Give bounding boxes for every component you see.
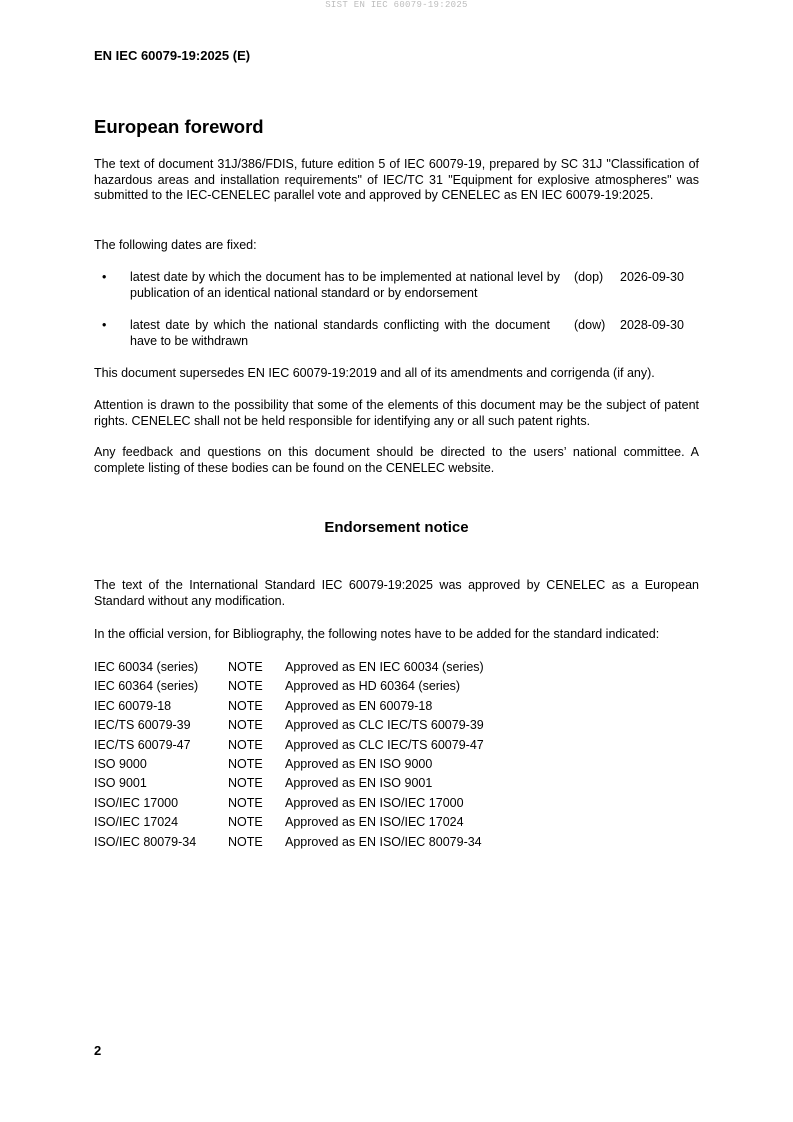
- date-item-text: latest date by which the national standards conflicting with the document have to be withdrawn: [130, 318, 550, 348]
- date-item-date: 2026-09-30: [620, 270, 684, 284]
- note-row: [94, 776, 699, 795]
- note-label: NOTE: [228, 737, 263, 752]
- note-label: NOTE: [228, 679, 263, 694]
- endorsement-title: Endorsement notice: [324, 519, 469, 536]
- note-approval: Approved as EN 60079-18: [285, 698, 433, 713]
- bullet-icon: •: [102, 318, 107, 332]
- note-approval: Approved as EN ISO/IEC 17000: [285, 795, 464, 810]
- note-label: NOTE: [228, 834, 263, 849]
- foreword-intro: The text of document 31J/386/FDIS, future edition 5 of IEC 60079-19, prepared by SC 31J "Classification of hazardous areas and installation requirements" of IEC/TC 31 "Equipment for explosive atmospheres" was submitted to the IEC-CENELEC parallel vote and approved by CENELEC as EN IEC 60079-19:2025.: [94, 157, 699, 202]
- feedback-text: Any feedback and questions on this document should be directed to the users’ national committee. A complete listing of these bodies can be found on the CENELEC website.: [94, 445, 699, 475]
- note-row: [94, 757, 699, 776]
- note-label: NOTE: [228, 660, 263, 674]
- note-standard: ISO/IEC 17024: [94, 815, 179, 830]
- page-number: 2: [94, 1043, 102, 1058]
- patents-text: Attention is drawn to the possibility that some of the elements of this document may be the subject of patent rights. CENELEC shall not be held responsible for identifying any or all such patent rights.: [94, 398, 699, 428]
- endorsement-text: The text of the International Standard IEC 60079-19:2025 was approved by CENELEC as a European Standard without any modification.: [94, 578, 699, 608]
- note-approval: Approved as EN ISO 9000: [285, 756, 433, 771]
- note-row: [94, 738, 699, 757]
- date-item-code: (dop): [574, 270, 604, 284]
- note-label: NOTE: [228, 795, 263, 810]
- note-row: [94, 660, 699, 679]
- dates-intro: The following dates are fixed:: [94, 238, 257, 252]
- bullet-icon: •: [102, 270, 107, 284]
- date-item-code: (dow): [574, 318, 606, 332]
- note-approval: Approved as EN ISO/IEC 17024: [285, 815, 464, 830]
- note-standard: IEC/TS 60079-47: [94, 737, 191, 752]
- supersedes-text: This document supersedes EN IEC 60079-19:2019 and all of its amendments and corrigenda (if any).: [94, 366, 655, 380]
- foreword-title: European foreword: [94, 116, 264, 137]
- note-label: NOTE: [228, 698, 263, 713]
- note-label: NOTE: [228, 718, 263, 733]
- notes-intro: In the official version, for Bibliography, the following notes have to be added for the standard indicated:: [94, 627, 660, 641]
- note-standard: IEC 60364 (series): [94, 679, 199, 694]
- note-standard: IEC 60034 (series): [94, 660, 199, 674]
- watermark: SIST EN IEC 60079-19:2025: [325, 0, 468, 10]
- note-row: [94, 815, 699, 834]
- note-label: NOTE: [228, 815, 263, 830]
- note-standard: IEC/TS 60079-39: [94, 718, 191, 733]
- note-row: [94, 679, 699, 698]
- note-approval: Approved as CLC IEC/TS 60079-47: [285, 737, 484, 752]
- note-standard: ISO/IEC 80079-34: [94, 834, 197, 849]
- note-approval: Approved as EN ISO 9001: [285, 776, 433, 791]
- note-label: NOTE: [228, 756, 263, 771]
- note-standard: ISO/IEC 17000: [94, 795, 179, 810]
- note-standard: IEC 60079-18: [94, 698, 172, 713]
- note-row: [94, 796, 699, 815]
- document-id: EN IEC 60079-19:2025 (E): [94, 48, 251, 63]
- note-row: [94, 699, 699, 718]
- note-standard: ISO 9001: [94, 776, 147, 791]
- date-item-date: 2028-09-30: [620, 318, 684, 332]
- note-row: [94, 718, 699, 737]
- note-approval: Approved as CLC IEC/TS 60079-39: [285, 718, 484, 733]
- note-row: [94, 835, 699, 854]
- note-label: NOTE: [228, 776, 263, 791]
- note-approval: Approved as EN ISO/IEC 80079-34: [285, 834, 482, 849]
- note-standard: ISO 9000: [94, 756, 147, 771]
- note-approval: Approved as EN IEC 60034 (series): [285, 660, 484, 674]
- bibliography-notes: [94, 660, 699, 854]
- date-item-text: latest date by which the document has to be implemented at national level by publication of an identical national standard or by endorsement: [130, 270, 560, 300]
- note-approval: Approved as HD 60364 (series): [285, 679, 461, 694]
